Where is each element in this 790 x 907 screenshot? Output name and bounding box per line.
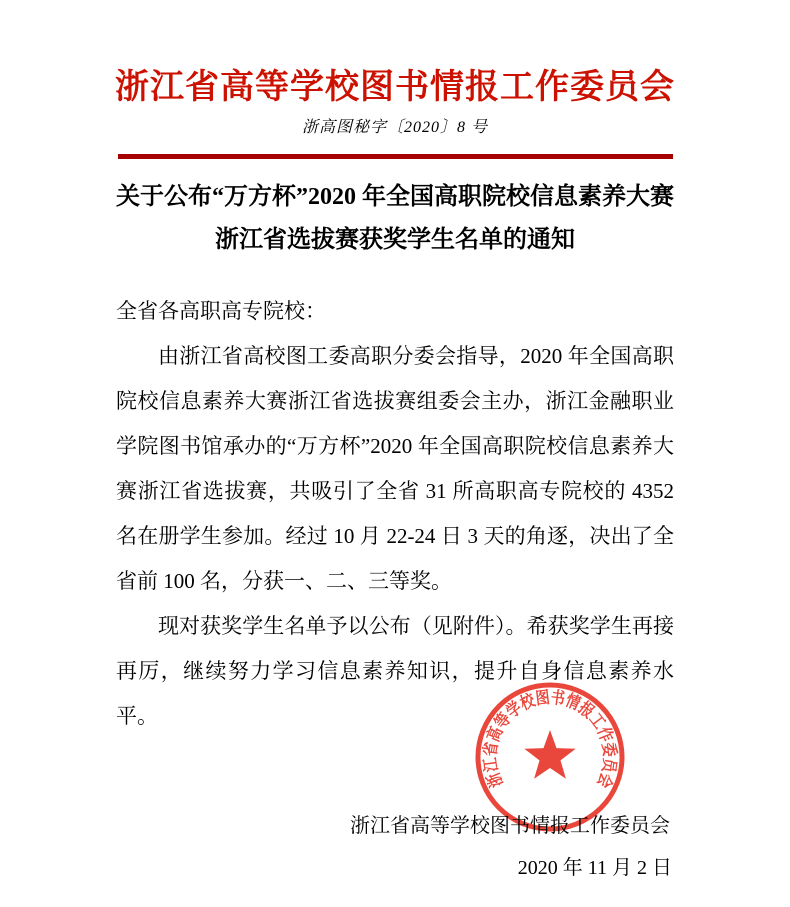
- document-number: 浙高图秘字〔2020〕8 号: [301, 119, 488, 136]
- signature-date: 2020 年 11 月 2 日: [517, 857, 672, 879]
- red-header-rule: [118, 154, 673, 159]
- salutation: 全省各高职高专院校：: [116, 299, 326, 323]
- body-paragraph-2: 现对获奖学生名单予以公布（见附件）。希获奖学生再接再厉，继续努力学习信息素养知识，提升自身信息素养水平。: [116, 614, 674, 728]
- document-subject: [0, 176, 790, 262]
- body-paragraph-1: 由浙江省高校图工委高职分委会指导，2020 年全国高职院校信息素养大赛浙江省选拔赛组委会主办，浙江金融职业学院图书馆承办的“万方杯”2020 年全国高职院校信息素养大赛浙江省选拔赛，共吸引了全省 31 所高职高专院校的 4352 名在册学生参加。经过 10 月 22-24 日 3 天的角逐，决出了全省前 100 名，分获一、二、三等奖。: [116, 344, 674, 593]
- seal-ring-text: 浙江省高等学校图书情报工作委员会: [480, 687, 620, 794]
- signature-org: 浙江省高等学校图书情报工作委员会: [350, 815, 670, 837]
- subject-line-2: 浙江省选拔赛获奖学生名单的通知: [215, 227, 575, 253]
- subject-line-1: 关于公布“万方杯”2020 年全国高职院校信息素养大赛: [116, 184, 674, 210]
- signature-block: [116, 812, 674, 882]
- issuing-org-title: 浙江省高等学校图书情报工作委员会: [115, 69, 675, 106]
- document-body: [116, 289, 674, 739]
